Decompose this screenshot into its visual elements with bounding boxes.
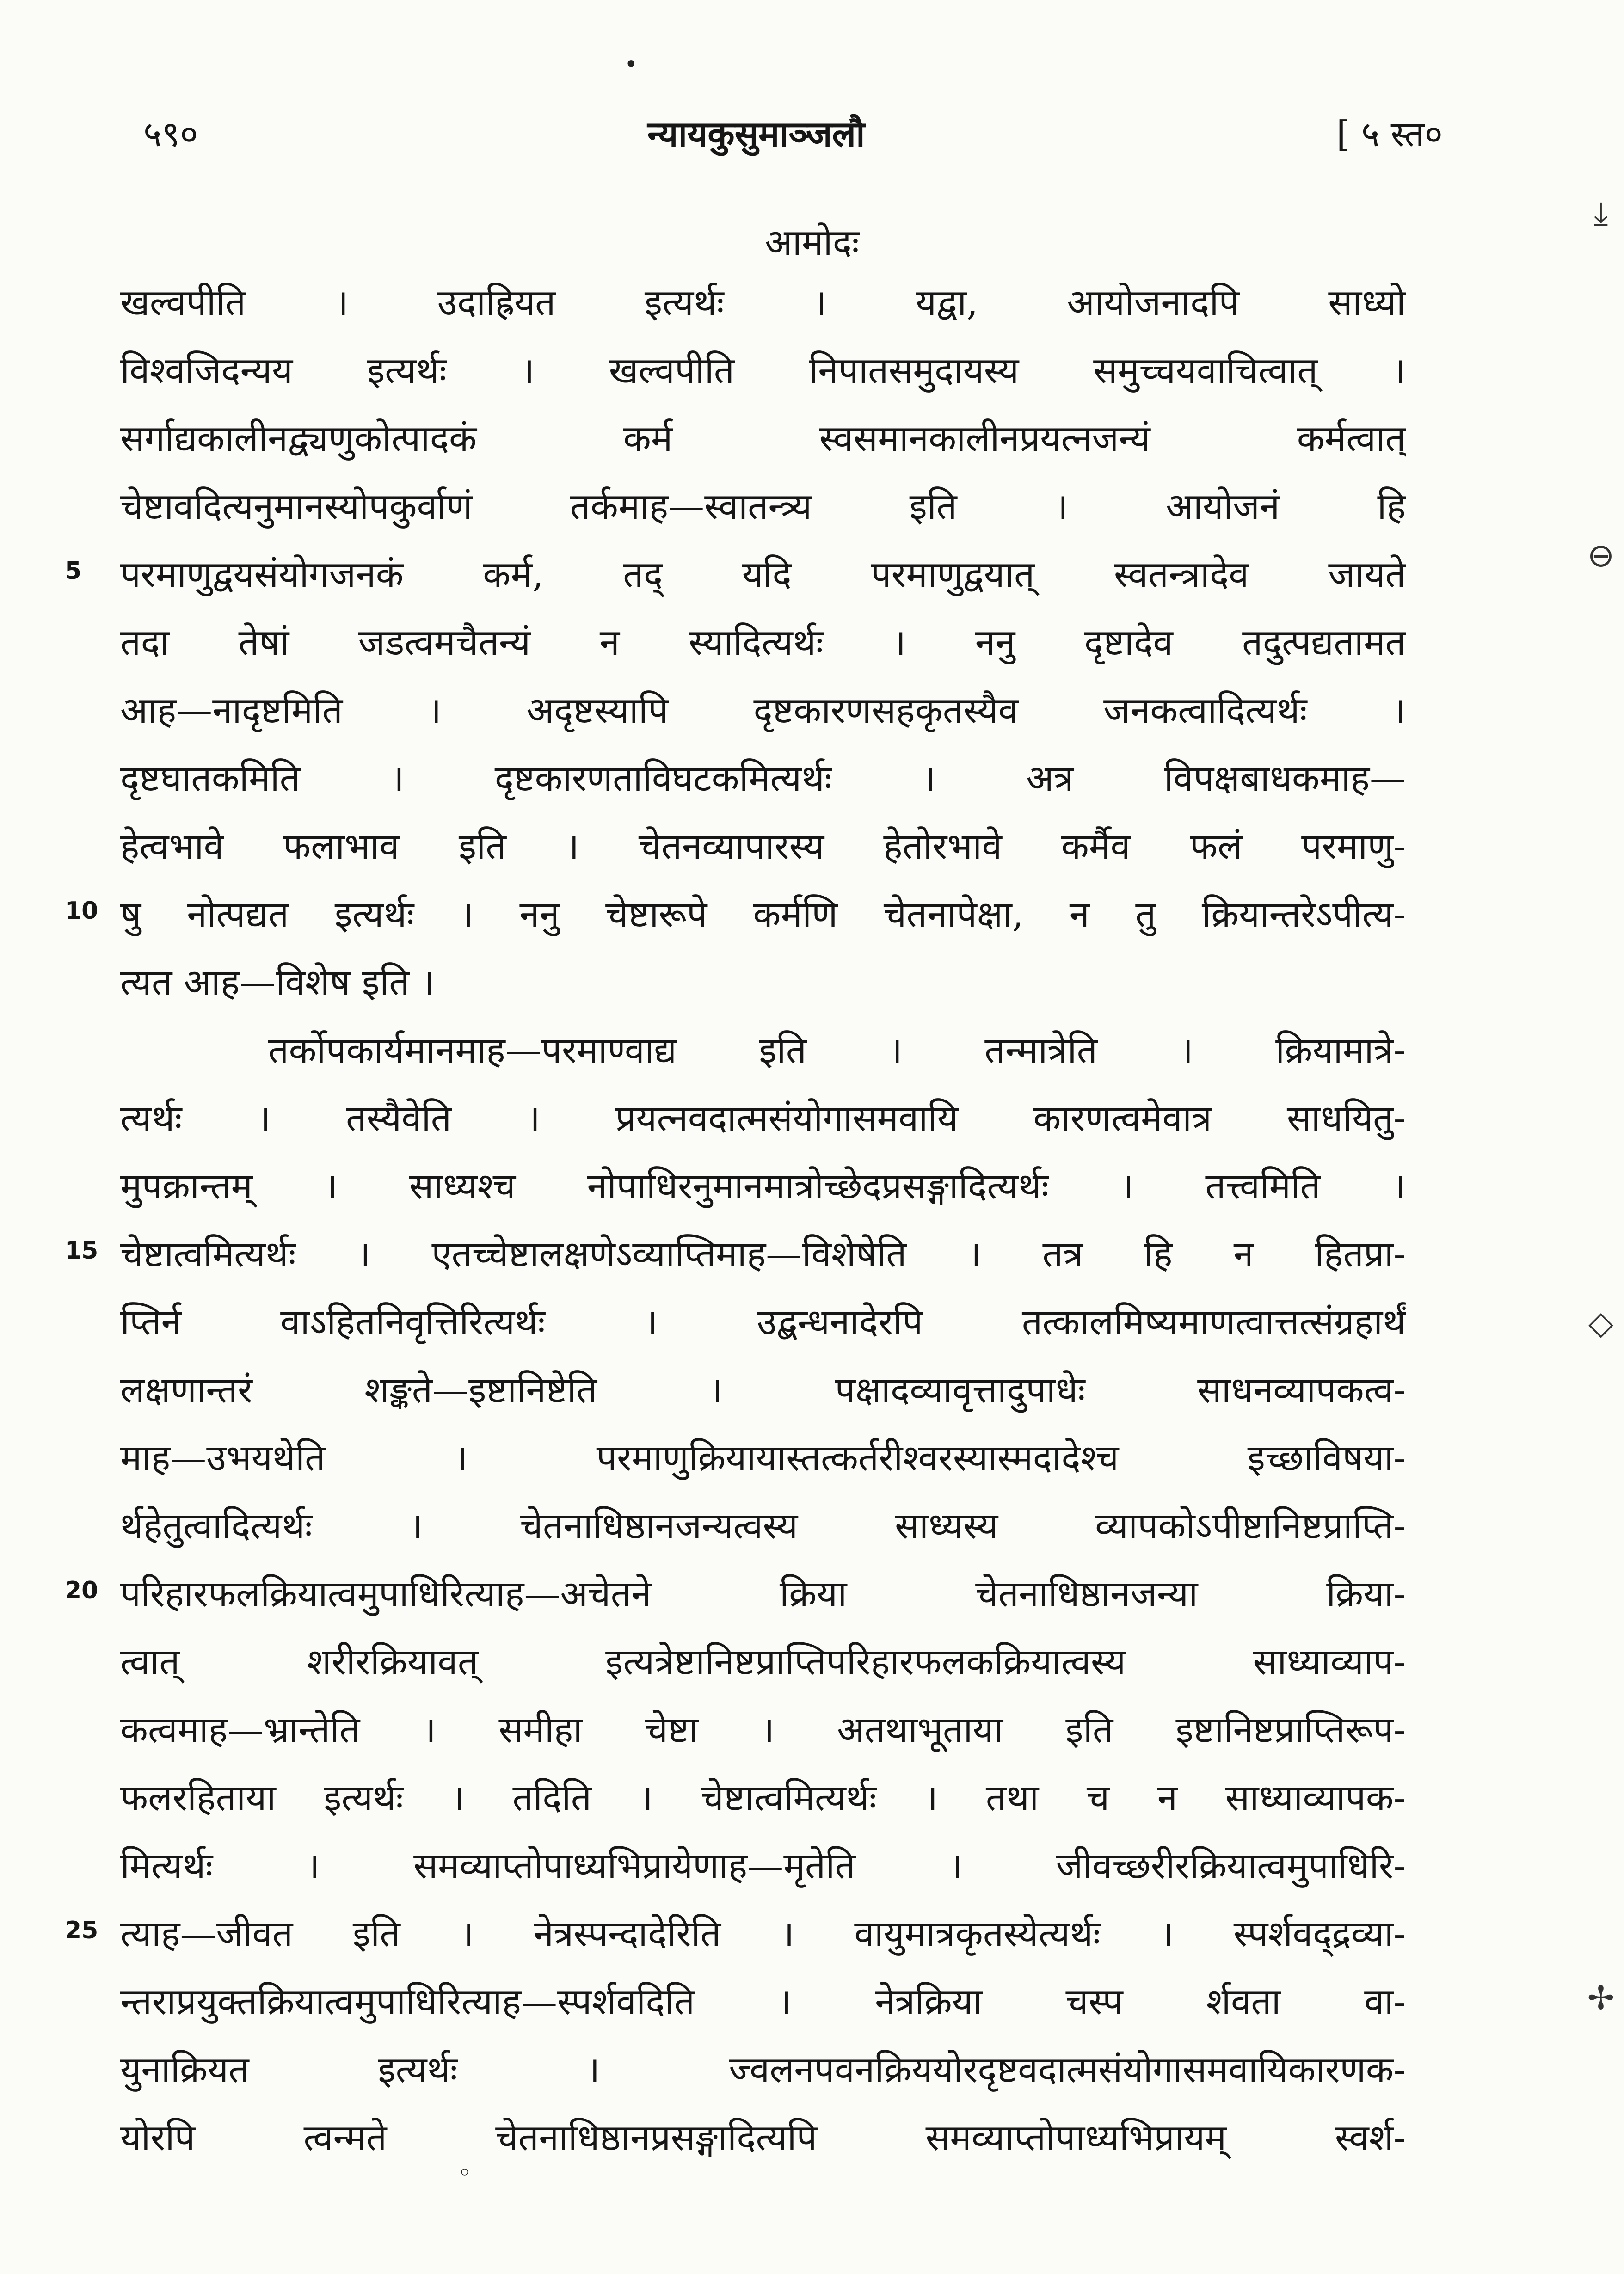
text-line: त्यर्थः । तस्यैवेति । प्रयत्नवदात्मसंयोगासमवायि कारणत्वमेवात्र साधयितु- <box>120 1098 1406 1139</box>
margin-arrow-icon: ⤓ <box>1593 194 1608 232</box>
text-line: माह—उभयथेति । परमाणुक्रियायास्तत्कर्तरीश्वरस्यास्मदादेश्च इच्छाविषया- <box>120 1438 1406 1479</box>
line-number: 10 <box>65 897 98 925</box>
text-line: खल्वपीति । उदाह्रियत इत्यर्थः । यद्वा, आयोजनादपि साध्यो <box>120 282 1406 324</box>
text-line: सर्गाद्यकालीनद्व्यणुकोत्पादकं कर्म स्वसमानकालीनप्रयत्नजन्यं कर्मत्वात् <box>120 418 1406 460</box>
ink-dot: • <box>624 51 638 78</box>
line-number: 5 <box>65 557 82 585</box>
text-line: विश्वजिदन्यय इत्यर्थः । खल्वपीति निपातसमुदायस्य समुच्चयवाचित्वात् । <box>120 350 1406 392</box>
text-line: न्तराप्रयुक्तक्रियात्वमुपाधिरित्याह—स्पर्शवदिति । नेत्रक्रिया चस्प र्शवता वा- <box>120 1981 1406 2023</box>
text-line: कत्वमाह—भ्रान्तेति । समीहा चेष्टा । अतथाभूताया इति इष्टानिष्टप्राप्तिरूप- <box>120 1709 1406 1751</box>
text-line: प्तिर्न वाऽहितनिवृत्तिरित्यर्थः । उद्बन्धनादेरपि तत्कालमिष्यमाणत्वात्तत्संग्रहार्थं <box>120 1302 1406 1343</box>
page-number: ५९० <box>143 113 198 154</box>
text-line: फलरहिताया इत्यर्थः । तदिति । चेष्टात्वमित्यर्थः । तथा च न साध्याव्यापक- <box>120 1777 1406 1819</box>
section-marker: [ ५ स्त० <box>1336 113 1443 154</box>
text-line: तदा तेषां जडत्वमचैतन्यं न स्यादित्यर्थः । ननु दृष्टादेव तदुत्पद्यतामत <box>120 622 1406 664</box>
text-line: मित्यर्थः । समव्याप्तोपाध्यभिप्रायेणाह—मृतेति । जीवच्छरीरक्रियात्वमुपाधिरि- <box>120 1845 1406 1887</box>
text-line: र्थहेतुत्वादित्यर्थः । चेतनाधिष्ठानजन्यत्वस्य साध्यस्य व्यापकोऽपीष्टानिष्टप्राप्ति- <box>120 1506 1406 1547</box>
page-header <box>139 106 1443 166</box>
text-line: त्वात् शरीरक्रियावत् इत्यत्रेष्टानिष्टप्राप्तिपरिहारफलकक्रियात्वस्य साध्याव्याप- <box>120 1641 1406 1683</box>
text-line: मुपक्रान्तम् । साध्यश्च नोपाधिरनुमानमात्रोच्छेदप्रसङ्गादित्यर्थः । तत्त्वमिति । <box>120 1166 1406 1207</box>
text-line: योरपि त्वन्मते चेतनाधिष्ठानप्रसङ्गादित्यपि समव्याप्तोपाध्यभिप्रायम् स्वर्श- <box>120 2117 1406 2159</box>
margin-diamond-icon: ◇ <box>1588 1304 1613 1342</box>
text-line: तर्कोपकार्यमानमाह—परमाण्वाद्य इति । तन्मात्रेति । क्रियामात्रे- <box>268 1030 1406 1071</box>
text-line: त्याह—जीवत इति । नेत्रस्पन्दादेरिति । वायुमात्रकृतस्येत्यर्थः । स्पर्शवद्द्रव्या- <box>120 1913 1406 1955</box>
margin-ring-icon: ⊖ <box>1587 536 1615 574</box>
text-line: त्यत आह—विशेष इति । <box>120 962 435 1003</box>
line-number: 15 <box>65 1237 98 1265</box>
line-number: 20 <box>65 1577 98 1604</box>
text-line: युनाक्रियत इत्यर्थः । ज्वलनपवनक्रिययोरदृष्टवदात्मसंयोगासमवायिकारणक- <box>120 2049 1406 2091</box>
text-line: परमाणुद्वयसंयोगजनकं कर्म, तद् यदि परमाणुद्वयात् स्वतन्त्रादेव जायते <box>120 554 1406 596</box>
text-line: लक्षणान्तरं शङ्कते—इष्टानिष्टेति । पक्षादव्यावृत्तादुपाधेः साधनव्यापकत्व- <box>120 1370 1406 1411</box>
text-line: षु नोत्पद्यत इत्यर्थः । ननु चेष्टारूपे कर्मणि चेतनापेक्षा, न तु क्रियान्तरेऽपीत्य- <box>120 894 1406 935</box>
section-title: आमोदः <box>765 222 859 264</box>
text-line: चेष्टात्वमित्यर्थः । एतच्चेष्टालक्षणेऽव्याप्तिमाह—विशेषेति । तत्र हि न हितप्रा- <box>120 1234 1406 1275</box>
ink-dot: ◦ <box>458 2159 472 2186</box>
running-title: न्यायकुसुमाञ्जलौ <box>647 113 865 154</box>
text-line: हेत्वभावे फलाभाव इति । चेतनव्यापारस्य हेतोरभावे कर्मैव फलं परमाणु- <box>120 826 1406 867</box>
margin-cross-icon: ✢ <box>1587 1979 1615 2017</box>
text-line: परिहारफलक्रियात्वमुपाधिरित्याह—अचेतने क्रिया चेतनाधिष्ठानजन्या क्रिया- <box>120 1573 1406 1615</box>
text-line: दृष्टघातकमिति । दृष्टकारणताविघटकमित्यर्थः । अत्र विपक्षबाधकमाह— <box>120 758 1406 799</box>
line-number: 25 <box>65 1917 98 1944</box>
text-line: आह—नादृष्टमिति । अदृष्टस्यापि दृष्टकारणसहकृतस्यैव जनकत्वादित्यर्थः । <box>120 690 1406 731</box>
text-line: चेष्टावदित्यनुमानस्योपकुर्वाणं तर्कमाह—स्वातन्त्र्य इति । आयोजनं हि <box>120 486 1406 528</box>
